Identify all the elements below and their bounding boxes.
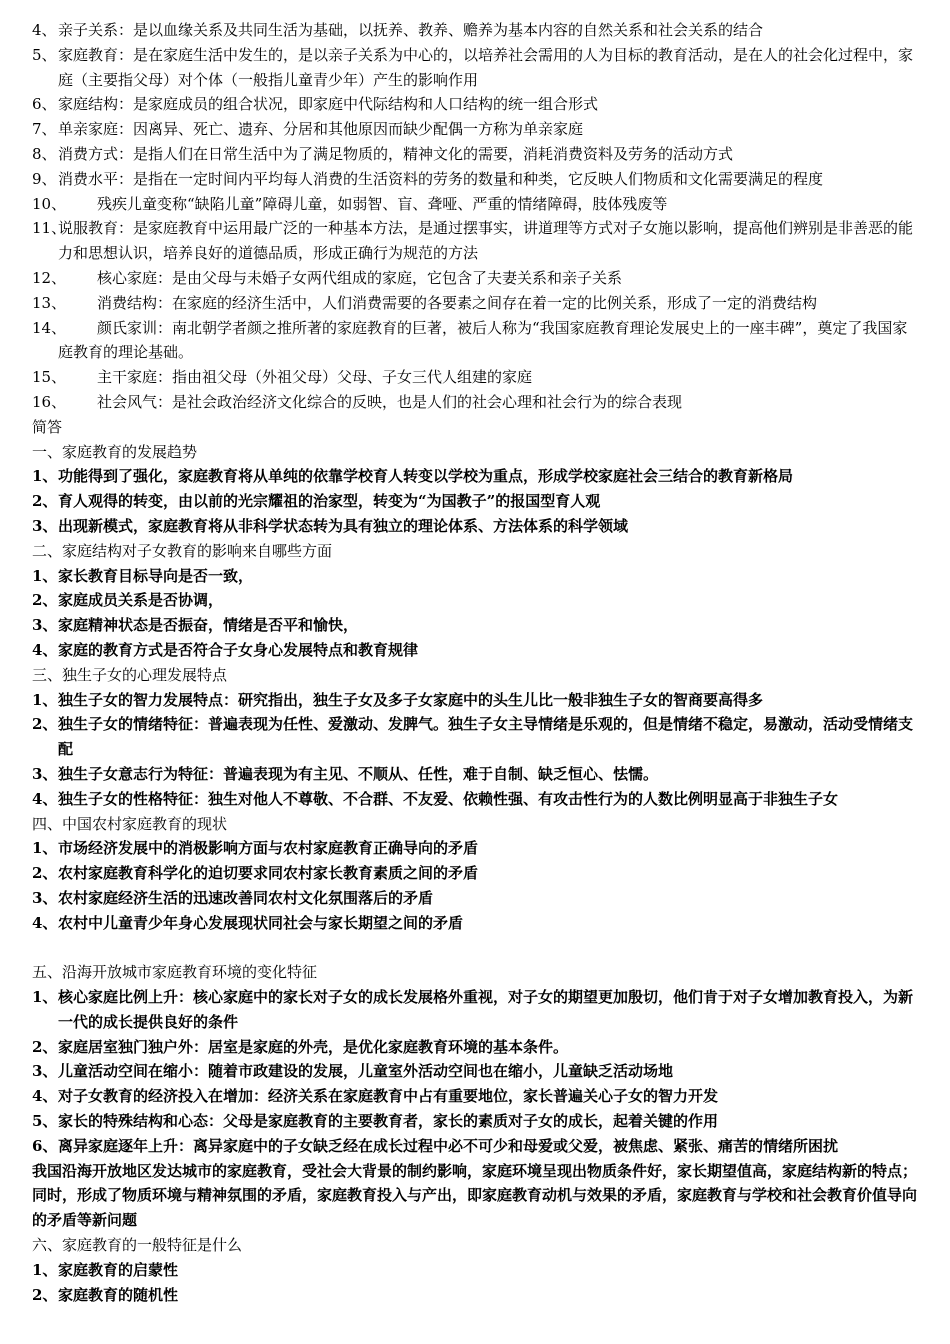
item-number: 3、 — [32, 888, 58, 907]
list-item — [32, 712, 922, 762]
list-item — [32, 762, 922, 787]
item-number: 1、 — [32, 839, 58, 858]
section-heading: 五、沿海开放城市家庭教育环境的变化特征 — [32, 963, 318, 982]
item-text: 家庭教育的随机性 — [58, 1285, 179, 1304]
item-number: 5、 — [32, 1112, 58, 1131]
list-item — [32, 18, 922, 43]
item-text: 核心家庭比例上升：核心家庭中的家长对子女的成长发展格外重视，对子女的期望更加殷切，他们肯于对子女增加教育投入，为新一代的成长提供良好的条件 — [58, 988, 914, 1031]
list-item — [32, 911, 922, 936]
item-text: 颜氏家训：南北朝学者颜之推所著的家庭教育的巨著，被后人称为“我国家庭教育理论发展史上的一座丰碑”，奠定了我国家庭教育的理论基础。 — [58, 318, 908, 362]
item-text: 家庭教育：是在家庭生活中发生的，是以亲子关系为中心的，以培养社会需用的人为目标的教育活动，是在人的社会化过程中，家庭（主要指父母）对个体（一般指儿童青少年）产生的影响作用 — [58, 45, 914, 89]
item-number: 6、 — [32, 1136, 58, 1155]
item-number: 3、 — [32, 764, 58, 783]
item-number: 14、 — [32, 318, 67, 337]
item-text: 独生子女的情绪特征：普遍表现为任性、爱激动、发脾气。独生子女主导情绪是乐观的，但是情绪不稳定，易激动，活动受情绪支配 — [58, 715, 914, 759]
item-text: 离异家庭逐年上升：离异家庭中的子女缺乏经在成长过程中必不可少和母爱或父爱，被焦虑、紧张、痛苦的情绪所困扰 — [58, 1136, 839, 1155]
section-heading: 四、中国农村家庭教育的现状 — [32, 814, 228, 833]
item-number: 3、 — [32, 1062, 58, 1081]
list-item — [32, 1258, 922, 1283]
item-text: 家庭精神状态是否振奋，情绪是否平和愉快， — [58, 616, 359, 635]
item-text: 亲子关系：是以血缘关系及共同生活为基础，以抚养、教养、赡养为基本内容的自然关系和社会关系的结合 — [58, 21, 764, 39]
list-item — [32, 43, 922, 93]
list-item — [32, 1109, 922, 1134]
item-text: 说服教育：是家庭教育中运用最广泛的一种基本方法，是通过摆事实，讲道理等方式对子女施以影响，提高他们辨别是非善恶的能力和思想认识，培养良好的道德品质，形成正确行为规范的方法 — [58, 219, 914, 263]
list-item — [32, 1035, 922, 1060]
section-heading: 二、家庭结构对子女教育的影响来自哪些方面 — [32, 541, 333, 560]
item-text: 独生子女的性格特征：独生对他人不尊敬、不合群、不友爱、依赖性强、有攻击性行为的人数比例明显高于非独生子女 — [58, 789, 839, 808]
item-number: 4、 — [32, 913, 58, 932]
item-number: 4、 — [32, 21, 57, 39]
item-number: 13、 — [32, 293, 67, 312]
list-item — [32, 514, 922, 539]
list-item — [32, 985, 922, 1035]
item-text: 独生子女的智力发展特点：研究指出，独生子女及多子女家庭中的头生儿比一般非独生子女的智商要高得多 — [58, 690, 764, 709]
list-item — [32, 613, 922, 638]
item-text: 主干家庭：指由祖父母（外祖父母）父母、子女三代人组建的家庭 — [97, 368, 533, 387]
list-item — [32, 216, 922, 266]
item-text: 家庭结构：是家庭成员的组合状况，即家庭中代际结构和人口结构的统一组合形式 — [58, 95, 599, 114]
item-number: 4、 — [32, 789, 58, 808]
item-text: 农村中儿童青少年身心发展现状同社会与家长期望之间的矛盾 — [58, 913, 464, 932]
item-number: 2、 — [32, 1285, 58, 1304]
list-item — [32, 167, 922, 192]
item-text: 单亲家庭：因离异、死亡、遗弃、分居和其他原因而缺少配偶一方称为单亲家庭 — [58, 120, 584, 139]
item-text: 消费方式：是指人们在日常生活中为了满足物质的，精神文化的需要，消耗消费资料及劳务的活动方式 — [58, 144, 734, 163]
item-text: 家庭教育的启蒙性 — [58, 1260, 179, 1279]
list-item — [32, 1134, 922, 1159]
list-item — [32, 1084, 922, 1109]
item-text: 功能得到了强化，家庭教育将从单纯的依靠学校育人转变以学校为重点，形成学校家庭社会三结合的教育新格局 — [58, 467, 794, 486]
list-item — [32, 291, 922, 316]
item-number: 5、 — [32, 45, 57, 64]
list-item — [32, 142, 922, 167]
section-paragraph: 我国沿海开放地区发达城市的家庭教育，受社会大背景的制约影响，家庭环境呈现出物质条件好，家长期望值高，家庭结构新的特点；同时，形成了物质环境与精神氛围的矛盾，家庭教育投入与产出，即家庭教育动机与效果的矛盾，家庭教育与学校和社会教育价值导向的矛盾等新问题 — [32, 1161, 918, 1230]
list-item — [32, 266, 922, 291]
item-number: 1、 — [32, 1260, 58, 1279]
list-item — [32, 117, 922, 142]
item-text: 消费水平：是指在一定时间内平均每人消费的生活资料的劳务的数量和种类，它反映人们物质和文化需要满足的程度 — [58, 169, 824, 188]
item-number: 3、 — [32, 516, 58, 535]
item-number: 12、 — [32, 268, 67, 287]
item-text: 家庭成员关系是否协调， — [58, 591, 224, 610]
section-heading: 三、独生子女的心理发展特点 — [32, 665, 228, 684]
item-number: 1、 — [32, 988, 58, 1007]
item-number: 15、 — [32, 368, 67, 387]
item-text: 家长的特殊结构和心态：父母是家庭教育的主要教育者，家长的素质对子女的成长，起着关键的作用 — [58, 1112, 719, 1131]
list-item — [32, 861, 922, 886]
item-number: 2、 — [32, 864, 58, 883]
item-number: 2、 — [32, 492, 58, 511]
item-text: 核心家庭：是由父母与未婚子女两代组成的家庭，它包含了夫妻关系和亲子关系 — [97, 268, 623, 287]
list-item — [32, 365, 922, 390]
section-heading: 一、家庭教育的发展趋势 — [32, 442, 198, 461]
item-number: 4、 — [32, 640, 58, 659]
item-number: 2、 — [32, 1037, 58, 1056]
list-item — [32, 564, 922, 589]
item-text: 出现新模式，家庭教育将从非科学状态转为具有独立的理论体系、方法体系的科学领域 — [58, 516, 629, 535]
item-number: 3、 — [32, 616, 58, 635]
list-item — [32, 638, 922, 663]
item-text: 社会风气：是社会政治经济文化综合的反映，也是人们的社会心理和社会行为的综合表现 — [97, 392, 683, 411]
blank-line — [32, 935, 922, 960]
list-item — [32, 316, 922, 366]
item-number: 1、 — [32, 566, 58, 585]
list-item — [32, 787, 922, 812]
item-text: 农村家庭经济生活的迅速改善同农村文化氛围落后的矛盾 — [58, 888, 434, 907]
item-text: 市场经济发展中的消极影响方面与农村家庭教育正确导向的矛盾 — [58, 839, 479, 858]
item-number: 10、 — [32, 194, 67, 213]
item-text: 对子女教育的经济投入在增加：经济关系在家庭教育中占有重要地位，家长普遍关心子女的智力开发 — [58, 1087, 719, 1106]
list-item — [32, 886, 922, 911]
short-answer-title: 简答 — [32, 417, 63, 436]
item-number: 1、 — [32, 690, 58, 709]
list-item — [32, 92, 922, 117]
item-text: 儿童活动空间在缩小：随着市政建设的发展，儿童室外活动空间也在缩小，儿童缺乏活动场地 — [58, 1062, 674, 1081]
item-number: 11、 — [32, 219, 67, 238]
item-number: 6、 — [32, 95, 57, 114]
list-item — [32, 588, 922, 613]
short-answer-sections — [32, 440, 922, 1308]
item-text: 独生子女意志行为特征：普遍表现为有主见、不顺从、任性，难于自制、缺乏恒心、怯懦。 — [58, 764, 659, 783]
list-item — [32, 390, 922, 415]
item-text: 家庭的教育方式是否符合子女身心发展特点和教育规律 — [58, 640, 419, 659]
item-number: 4、 — [32, 1087, 58, 1106]
definitions-list — [32, 18, 922, 415]
item-text: 家庭居室独门独户外：居室是家庭的外壳，是优化家庭教育环境的基本条件。 — [58, 1037, 569, 1056]
list-item — [32, 1283, 922, 1308]
item-text: 消费结构：在家庭的经济生活中，人们消费需要的各要素之间存在着一定的比例关系，形成了一定的消费结构 — [97, 293, 818, 312]
list-item — [32, 192, 922, 217]
list-item — [32, 688, 922, 713]
list-item — [32, 489, 922, 514]
item-number: 9、 — [32, 169, 57, 188]
item-number: 2、 — [32, 715, 58, 734]
item-text: 育人观得的转变，由以前的光宗耀祖的治家型，转变为“为国教子”的报国型育人观 — [58, 492, 601, 511]
item-number: 16、 — [32, 392, 67, 411]
item-number: 8、 — [32, 144, 57, 163]
item-number: 2、 — [32, 591, 58, 610]
item-number: 7、 — [32, 120, 57, 139]
list-item — [32, 464, 922, 489]
list-item — [32, 1059, 922, 1084]
item-text: 残疾儿童变称“缺陷儿童”障碍儿童，如弱智、盲、聋哑、严重的情绪障碍，肢体残废等 — [97, 194, 668, 213]
list-item — [32, 836, 922, 861]
item-number: 1、 — [32, 467, 58, 486]
item-text: 农村家庭教育科学化的迫切要求同农村家长教育素质之间的矛盾 — [58, 864, 479, 883]
item-text: 家长教育目标导向是否一致， — [58, 566, 254, 585]
section-heading: 六、家庭教育的一般特征是什么 — [32, 1236, 243, 1255]
